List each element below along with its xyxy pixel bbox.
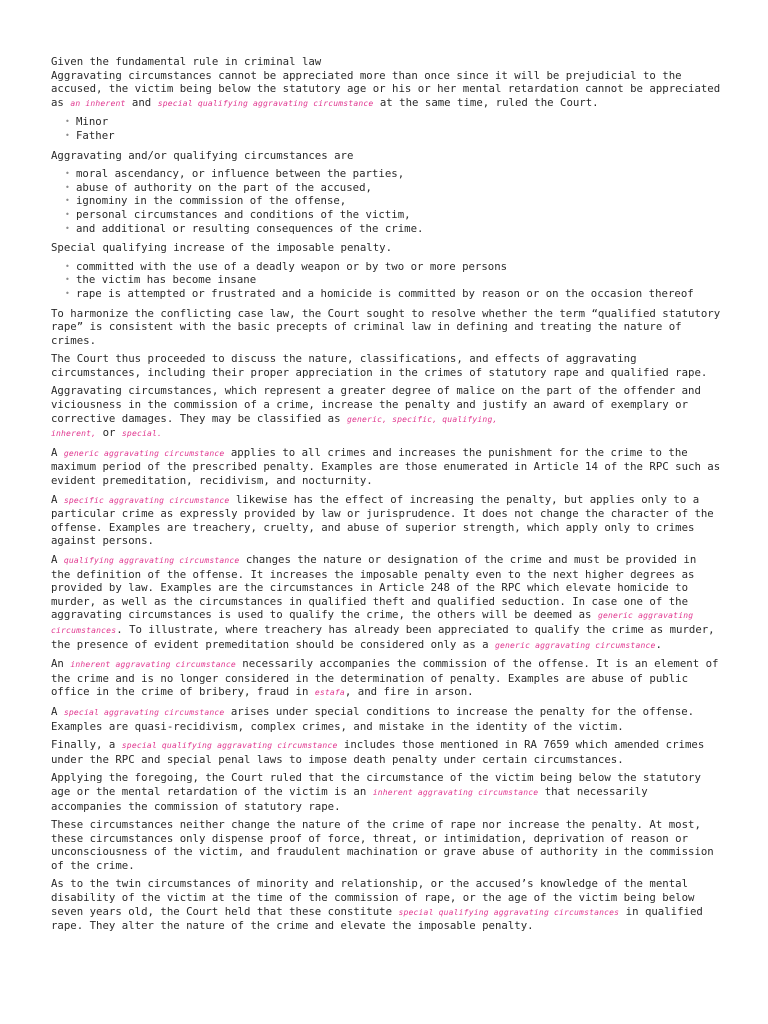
list-item: • abuse of authority on the part of the accused,: [65, 181, 721, 195]
list-item: • committed with the use of a deadly weapon or by two or more persons: [65, 260, 721, 274]
paragraph-special-aggravating: A special aggravating circumstance arises under special conditions to increase the penalty for the offense. Examples are quasi-recidivism, complex crimes, and mistake in the identity of the victim.: [51, 704, 695, 733]
paragraph-inherent: An inherent aggravating circumstance necessarily accompanies the commission of the offense. It is an element of the crime and is no longer considered in the determination of penalty. Examples are abuse of public office in the crime of bribery, fraud in estafa, and fire in arson.: [51, 657, 719, 699]
intro-line: Given the fundamental rule in criminal law: [51, 55, 322, 68]
highlight-term: generic aggravating circumstance: [63, 448, 225, 458]
highlight-term: special qualifying aggravating circumstance: [157, 98, 374, 108]
list-item: • rape is attempted or frustrated and a homicide is committed by reason or on the occasion thereof: [65, 287, 721, 301]
paragraph-special-qualifying: Finally, a special qualifying aggravating circumstance includes those mentioned in RA 7659 which amended crimes under the RPC and special penal laws to impose death penalty under certain circumstances.: [51, 738, 705, 766]
list-aggravating: [51, 167, 721, 235]
highlight-term: inherent,: [51, 429, 97, 439]
list-item: • personal circumstances and conditions of the victim,: [65, 208, 721, 222]
highlight-term: special qualifying aggravating circumstances: [398, 907, 620, 917]
list-item: • moral ascendancy, or influence between the parties,: [65, 167, 721, 181]
highlight-term: an inherent: [70, 98, 126, 108]
paragraph-classification: Aggravating circumstances, which represent a greater degree of malice on the part of the offender and viciousness in the commission of a crime, increase the penalty and justify an award of exemplary or corrective damages. They may be classified as generic, specific, qualifying, inherent, or special.: [51, 384, 701, 440]
highlight-term: special qualifying aggravating circumstance: [121, 741, 338, 751]
list-circumstance-types: [51, 115, 721, 142]
document-body: [51, 55, 721, 938]
paragraph-applying: Applying the foregoing, the Court ruled that the circumstance of the victim being below the statutory age or the mental retardation of the victim is an inherent aggravating circumstance that necessarily accompanies the commission of statutory rape.: [51, 771, 701, 813]
highlight-term: special aggravating circumstance: [63, 707, 225, 717]
paragraph-discuss: The Court thus proceeded to discuss the nature, classifications, and effects of aggravating circumstances, including their proper appreciation in the crimes of statutory rape and qualified rape.: [51, 352, 708, 379]
paragraph-special-heading: Special qualifying increase of the imposable penalty.: [51, 241, 393, 255]
list-special: [51, 260, 721, 301]
paragraph-generic: A generic aggravating circumstance applies to all crimes and increases the punishment for the crime to the maximum period of the prescribed penalty. Examples are those enumerated in Article 14 of the RPC such as evident premeditation, recidivism, and nocturnity.: [51, 445, 721, 488]
highlight-term: generic, specific, qualifying,: [346, 414, 498, 424]
highlight-term: estafa: [314, 688, 345, 698]
paragraph-circumstances: These circumstances neither change the nature of the crime of rape nor increase the penalty. At most, these circumstances only dispense proof of force, threat, or intimidation, deprivation of reason or unconsciousness of the victim, and fraudulent machination or grave abuse of authority in the commission of the crime.: [51, 818, 714, 872]
highlight-term: generic aggravating circumstance: [494, 640, 656, 650]
list-item: • ignominy in the commission of the offense,: [65, 194, 721, 208]
list-item: • and additional or resulting consequences of the crime.: [65, 222, 721, 236]
paragraph-twin-circumstances: As to the twin circumstances of minority and relationship, or the accused’s knowledge of the mental disability of the victim at the time of the commission of rape, or the age of the victim being below seven years old, the Court held that these constitute special qualifying aggravating circumstances in qualified rape. They alter the nature of the crime and elevate the imposable penalty.: [51, 877, 703, 933]
highlight-term: inherent aggravating circumstance: [372, 787, 539, 797]
list-item: • the victim has become insane: [65, 273, 721, 287]
highlight-term: generic aggravating circumstances: [51, 611, 694, 635]
paragraph-qualifying: A qualifying aggravating circumstance changes the nature or designation of the crime and must be provided in the definition of the offense. It increases the imposable penalty even to the next higher degrees as provided by law. Examples are the circumstances in Article 248 of the RPC which elevate homicide to murder, as well as the circumstances in qualified theft and qualified seduction. In case one of the aggravating circumstances is used to qualify the crime, the others will be deemed as generic aggravating circumstances. To illustrate, where treachery has already been appreciated to qualify the crime as murder, the presence of evident premeditation should be considered only as a generic aggravating circumstance.: [51, 553, 715, 651]
highlight-term: qualifying aggravating circumstance: [63, 556, 240, 565]
list-item: • Father: [65, 129, 721, 143]
paragraph-intro: Given the fundamental rule in criminal law Aggravating circumstances cannot be appreciated more than once since it will be prejudicial to the accused, the victim being below the statutory age or his or her mental retardation cannot be appreciated as an inherent and special qualifying aggravating circumstance at the same time, ruled the Court.: [51, 55, 721, 109]
highlight-term: specific aggravating circumstance: [63, 495, 230, 505]
list-item: • Minor: [65, 115, 721, 129]
paragraph-harmonize: To harmonize the conflicting case law, the Court sought to resolve whether the term “qualified statutory rape” is consistent with the basic precepts of criminal law in defining and treating the nature of crimes.: [51, 306, 721, 347]
paragraph-aggravating-heading: Aggravating and/or qualifying circumstances are: [51, 148, 354, 162]
highlight-term: inherent aggravating circumstance: [70, 660, 236, 670]
paragraph-specific: A specific aggravating circumstance likewise has the effect of increasing the penalty, but applies only to a particular crime as expressly provided by law or jurisprudence. It does not change the character of the offense. Examples are treachery, cruelty, and abuse of superior strength, which apply only to crimes against persons.: [51, 492, 714, 548]
highlight-term: special.: [121, 429, 163, 439]
